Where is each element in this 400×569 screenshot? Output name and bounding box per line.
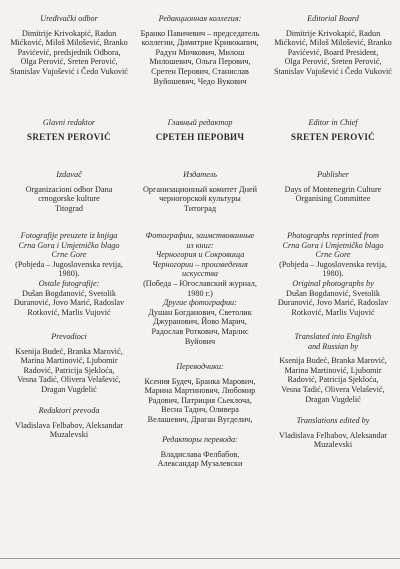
section-heading: Translated into English [294, 332, 372, 341]
section-line: Вуйошевич, Чедо Вукович [153, 76, 247, 86]
section-line: искусства [182, 269, 218, 279]
section-line: Rotković, Marlis Vujović [27, 307, 111, 317]
section-heading: Redaktori prevoda [38, 406, 100, 415]
section-line: Весна Тадич, Оливера [161, 405, 239, 415]
section-line: Душан Богданович, Светолик [148, 307, 252, 317]
section-heading: Редакционная коллегия: [158, 14, 242, 23]
section-heading: Editor in Chief [308, 118, 358, 127]
section-line: Сретен Перович, Станислав [151, 66, 249, 76]
section-line: Stanislav Vujošević i Čedo Vuković [10, 66, 128, 76]
section-heading: Photographs reprinted from [287, 231, 379, 240]
section-line: Черногория и Сокровища [155, 250, 245, 260]
section-line: Radović, Patricija Sjekloća, [23, 365, 115, 375]
section-line: Ксения Будеч, Бранка Марович, [144, 376, 256, 386]
section-line: Организационный комитет Дней [142, 184, 258, 194]
section-line: Pavićević, predsjednik Odbora, [17, 47, 121, 57]
section-line: Милошевич, Ольга Перович, [149, 57, 251, 67]
section-line: 1980). [322, 269, 344, 279]
section-line: Olga Perović, Sreten Perović, [284, 57, 382, 67]
section-line: Бранко Павичевич – председатель [140, 28, 260, 38]
section-line: crnogorske kulture [38, 194, 100, 204]
section-line: Радович, Патриция Сьеклоча, [148, 395, 252, 405]
section-line: Джуранович, Йово Марич, [153, 317, 247, 327]
section-line: Rotković, Marlis Vujović [291, 307, 375, 317]
section-line: Muzalevski [49, 430, 89, 440]
photographs-section [137, 231, 263, 346]
section-line: Александар Музалевски [157, 459, 243, 469]
section-line: Dušan Bogdanović, Svetolik [286, 288, 380, 298]
section-heading: Publisher [317, 170, 349, 179]
editorial-board-section [137, 14, 263, 86]
section-line: Dimitrije Krivokapić, Radun [285, 28, 381, 38]
translation-editors-section [272, 416, 394, 450]
section-heading: Редакторы перевода: [162, 435, 238, 444]
publisher-section [272, 170, 394, 204]
section-line: из книг: [186, 240, 214, 250]
section-line: Dimitrije Krivokapić, Radun [21, 28, 117, 38]
section-heading: Переводчики: [176, 362, 224, 371]
editor-name: SRETEN PEROVIĆ [27, 131, 111, 142]
section-line: Pavićević, Board President, [287, 47, 379, 57]
section-line: Радослав Роткович, Марлис [151, 326, 249, 336]
section-line: Days of Montenegrin Culture [284, 184, 382, 194]
editor-in-chief-section [137, 118, 263, 142]
section-line: (Pobjeda – Jugoslovenska revija, [279, 259, 387, 269]
section-line: Crne Gore [315, 250, 351, 260]
section-heading: Фотографии, заимствованные [145, 231, 255, 240]
section-heading: Glavni redaktor [42, 118, 96, 127]
section-line: Ksenija Budeć, Branka Marović, [15, 346, 123, 356]
section-line: 1980). [58, 269, 80, 279]
translators-section [137, 362, 263, 425]
translators-section [8, 332, 130, 395]
section-subheading: Original photographs by [292, 278, 374, 288]
photographs-section [8, 231, 130, 317]
section-line: Marina Martinović, Ljubomir [20, 356, 118, 366]
section-line: Crna Gora i Umjetničko blago [282, 240, 384, 250]
section-line: Dragan Vugdelić [41, 384, 97, 394]
section-heading: Uređivački odbor [40, 14, 98, 23]
section-heading: Izdavač [56, 170, 82, 179]
section-line: (Pobjeda – Jugoslovenska revija, [15, 259, 123, 269]
section-line: Đuranović, Jovo Marić, Radoslav [277, 298, 389, 308]
editor-in-chief-section [272, 118, 394, 142]
section-line: Владислава Фелбабов, [160, 449, 240, 459]
section-line: Dragan Vugdelić [305, 394, 361, 404]
section-heading: Fotografije preuzete iz knjiga [20, 231, 118, 240]
section-line: Mićković, Miloš Milošević, Branko [274, 38, 392, 48]
section-line: Vladislava Felbabov, Aleksandar [279, 430, 387, 440]
section-line: Vesna Tadić, Olivera Velašević, [17, 375, 121, 385]
translation-editors-section [8, 406, 130, 440]
section-subheading: Ostale fotografije: [38, 278, 100, 288]
section-heading: Prevodioci [51, 332, 87, 341]
section-line: Радун Мичкович, Милош [155, 47, 245, 57]
section-subheading: Другие фотографии: [163, 298, 237, 308]
bottom-rule [0, 558, 400, 559]
section-line: Crne Gore [51, 250, 87, 260]
editor-name: SRETEN PEROVIĆ [291, 131, 375, 142]
section-line: Stanislav Vujošević i Čedo Vuković [274, 66, 392, 76]
publisher-section [8, 170, 130, 213]
section-line: Mićković, Miloš Milošević, Branko [10, 38, 128, 48]
section-line: Crna Gora i Umjetničko blago [18, 240, 120, 250]
section-line: 1980 г.) [187, 288, 213, 298]
section-line: Черногории – произведения [152, 259, 248, 269]
section-line: Đuranović, Jovo Marić, Radoslav [13, 298, 125, 308]
section-line: Organizacioni odbor Dana [25, 184, 113, 194]
section-line: Вуйович [184, 336, 216, 346]
editorial-board-section [272, 14, 394, 77]
translation-editors-section [137, 435, 263, 469]
editor-in-chief-section [8, 118, 130, 142]
section-line: Ksenija Budeć, Branka Marović, [279, 356, 387, 366]
section-line: черногорской культуры [159, 194, 241, 204]
section-heading-extra: and Russian by [307, 341, 359, 351]
section-heading: Translations edited by [296, 416, 370, 425]
publisher-section [137, 170, 263, 213]
section-line: Muzalevski [313, 440, 353, 450]
photographs-section [272, 231, 394, 317]
section-heading: Editorial Board [307, 14, 359, 23]
section-line: Dušan Bogdanović, Svetolik [22, 288, 116, 298]
section-line: (Победа – Югославский журнал, [143, 278, 257, 288]
section-heading: Издатель [183, 170, 217, 179]
section-line: Vesna Tadić, Olivera Velašević, [281, 384, 385, 394]
section-line: Марина Мартинович, Любомир [144, 386, 256, 396]
section-line: Olga Perović, Sreten Perović, [20, 57, 118, 67]
section-line: Marina Martinović, Ljubomir [284, 365, 382, 375]
section-line: Organising Committee [295, 194, 371, 204]
section-line: Radović, Patricija Sjekloća, [287, 375, 379, 385]
section-line: Титоград [184, 203, 216, 213]
section-line: Vladislava Felbabov, Aleksandar [15, 420, 123, 430]
section-line: Велашевич, Драган Вугделич, [147, 414, 253, 424]
translators-section [272, 332, 394, 404]
editor-name: СРЕТЕН ПЕРОВИЧ [155, 131, 245, 142]
section-line: Titograd [55, 203, 83, 213]
section-line: коллегии, Димитрие Кривокапич, [141, 38, 259, 48]
editorial-board-section [8, 14, 130, 77]
section-heading: Главный редактор [167, 118, 233, 127]
